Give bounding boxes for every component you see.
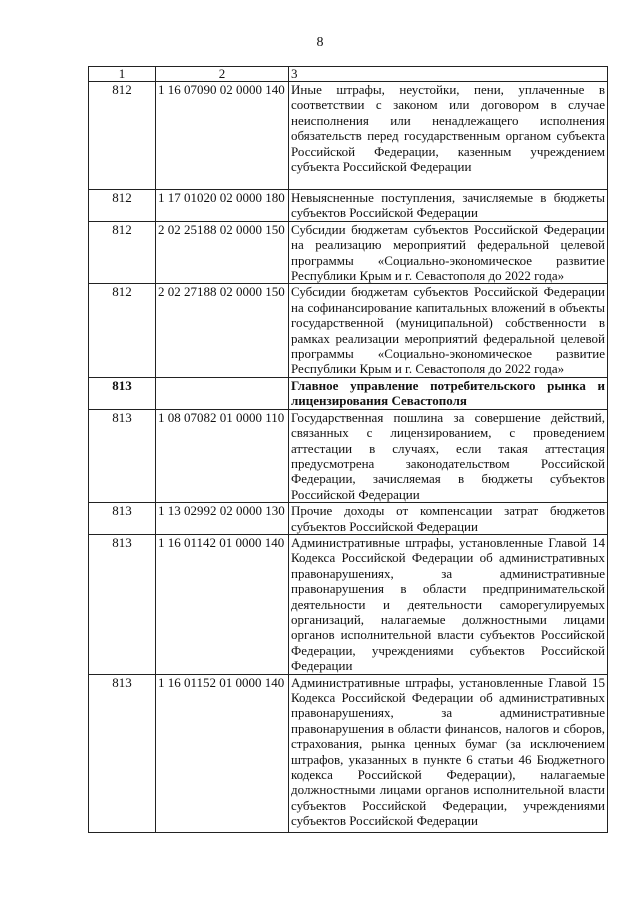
revenue-description-cell: Иные штрафы, неустойки, пени, уплаченные в соответствии с законом или договором в случае неисполнения или ненадлежащего исполнения обязательств перед государственным органом субъекта Российской Федерации, казенным учреждением субъекта Российской Федерации bbox=[289, 82, 608, 190]
table-row bbox=[89, 284, 608, 377]
admin-code-cell: 813 bbox=[89, 674, 156, 832]
table-row bbox=[89, 82, 608, 190]
table-header-row bbox=[89, 67, 608, 82]
revenue-description-cell: Субсидии бюджетам субъектов Российской Федерации на софинансирование капитальных вложений в объекты государственной (муниципальной) собственности в рамках реализации мероприятий федеральной целевой программы «Социально-экономическое развитие Республики Крым и г. Севастополя до 2022 года» bbox=[289, 284, 608, 377]
table-row bbox=[89, 674, 608, 832]
revenue-code-cell: 1 08 07082 01 0000 110 bbox=[156, 409, 289, 502]
table-row bbox=[89, 190, 608, 222]
admin-code-cell: 813 bbox=[89, 534, 156, 674]
revenue-description-cell: Главное управление потребительского рынка и лицензирования Севастополя bbox=[289, 377, 608, 409]
revenue-code-cell: 2 02 25188 02 0000 150 bbox=[156, 221, 289, 284]
revenue-code-cell: 1 13 02992 02 0000 130 bbox=[156, 503, 289, 535]
page-number: 8 bbox=[316, 35, 324, 50]
table-row bbox=[89, 221, 608, 284]
revenue-description-cell: Административные штрафы, установленные Главой 14 Кодекса Российской Федерации об административных правонарушениях, за административные правонарушения в области предпринимательской деятельности и деятельности саморегулируемых организаций, налагаемые должностными лицами органов исполнительной власти субъектов Российской Федерации, учреждениями субъектов Российской Федерации bbox=[289, 534, 608, 674]
admin-code-cell: 812 bbox=[89, 190, 156, 222]
revenue-code-cell: 1 16 01152 01 0000 140 bbox=[156, 674, 289, 832]
table-row bbox=[89, 377, 608, 409]
table-row bbox=[89, 409, 608, 502]
header-col-2: 2 bbox=[156, 67, 289, 82]
revenue-description-cell: Прочие доходы от компенсации затрат бюджетов субъектов Российской Федерации bbox=[289, 503, 608, 535]
admin-code-cell: 813 bbox=[89, 377, 156, 409]
admin-code-cell: 812 bbox=[89, 284, 156, 377]
revenue-codes-table bbox=[88, 66, 608, 833]
admin-code-cell: 812 bbox=[89, 221, 156, 284]
revenue-description-cell: Невыясненные поступления, зачисляемые в бюджеты субъектов Российской Федерации bbox=[289, 190, 608, 222]
admin-code-cell: 813 bbox=[89, 503, 156, 535]
revenue-code-cell: 1 17 01020 02 0000 180 bbox=[156, 190, 289, 222]
revenue-code-cell bbox=[156, 377, 289, 409]
table-row bbox=[89, 503, 608, 535]
admin-code-cell: 812 bbox=[89, 82, 156, 190]
revenue-code-cell: 1 16 01142 01 0000 140 bbox=[156, 534, 289, 674]
revenue-description-cell: Административные штрафы, установленные Главой 15 Кодекса Российской Федерации об административных правонарушениях, за административные правонарушения в области финансов, налогов и сборов, страхования, рынка ценных бумаг (за исключением штрафов, указанных в пункте 6 статьи 46 Бюджетного кодекса Российской Федерации), налагаемые должностными лицами органов исполнительной власти субъектов Российской Федерации, учреждениями субъектов Российской Федерации bbox=[289, 674, 608, 832]
admin-code-cell: 813 bbox=[89, 409, 156, 502]
revenue-description-cell: Государственная пошлина за совершение действий, связанных с лицензированием, с проведением аттестации в случаях, если такая аттестация предусмотрена законодательством Российской Федерации, зачисляемая в бюджеты субъектов Российской Федерации bbox=[289, 409, 608, 502]
header-col-3: 3 bbox=[289, 67, 608, 82]
revenue-code-cell: 1 16 07090 02 0000 140 bbox=[156, 82, 289, 190]
table-row bbox=[89, 534, 608, 674]
revenue-code-cell: 2 02 27188 02 0000 150 bbox=[156, 284, 289, 377]
header-col-1: 1 bbox=[89, 67, 156, 82]
revenue-description-cell: Субсидии бюджетам субъектов Российской Федерации на реализацию мероприятий федеральной целевой программы «Социально-экономическое развитие Республики Крым и г. Севастополя до 2022 года» bbox=[289, 221, 608, 284]
